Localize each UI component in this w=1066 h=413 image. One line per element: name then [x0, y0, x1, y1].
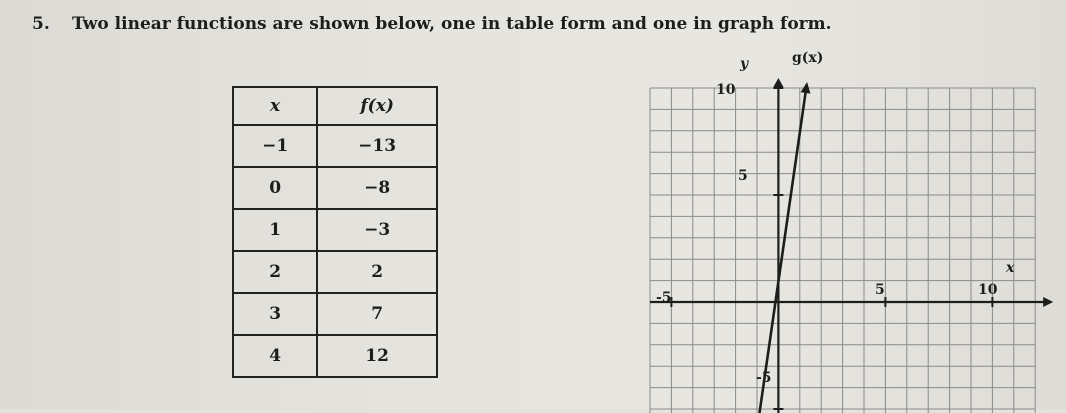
- table-cell-fx: −8: [317, 167, 437, 209]
- table-cell-x: 1: [233, 209, 317, 251]
- y-axis-label: y: [740, 56, 749, 72]
- table-cell-x: 2: [233, 251, 317, 293]
- table-row: [233, 209, 437, 251]
- table-cell-fx: −13: [317, 125, 437, 167]
- table-row: [233, 167, 437, 209]
- table-header-x: x: [233, 87, 317, 125]
- function-label: g(x): [792, 50, 824, 66]
- function-line-layer: [753, 82, 811, 413]
- function-table: [232, 86, 438, 378]
- table-cell-fx: −3: [317, 209, 437, 251]
- table-cell-fx: 12: [317, 335, 437, 377]
- table-cell-x: 4: [233, 335, 317, 377]
- tick-label-x-neg5: -5: [656, 290, 672, 306]
- grid: [650, 88, 1035, 413]
- tick-label-y-10: 10: [716, 82, 736, 98]
- graph-panel: [640, 40, 1060, 409]
- table-cell-x: 0: [233, 167, 317, 209]
- table-row: [233, 335, 437, 377]
- tick-label-y-5: 5: [738, 168, 748, 184]
- tick-label-x-5: 5: [875, 282, 885, 298]
- coordinate-graph: [640, 40, 1060, 409]
- table-row: [233, 125, 437, 167]
- table-cell-x: 3: [233, 293, 317, 335]
- table-cell-fx: 2: [317, 251, 437, 293]
- table-header-fx: f(x): [317, 87, 437, 125]
- table-cell-fx: 7: [317, 293, 437, 335]
- tick-label-x-10: 10: [978, 282, 998, 298]
- function-line-g: [757, 88, 806, 413]
- y-axis-arrow-icon: [773, 78, 783, 87]
- question-text: Two linear functions are shown below, one in table form and one in graph form.: [72, 14, 832, 34]
- question-prompt: [32, 14, 832, 34]
- table-row: [233, 251, 437, 293]
- question-number: 5.: [32, 14, 50, 34]
- table-header-row: [233, 87, 437, 125]
- table-cell-x: −1: [233, 125, 317, 167]
- table-row: [233, 293, 437, 335]
- x-axis-arrow-icon: [1043, 297, 1053, 307]
- tick-label-y-neg5: -5: [756, 370, 772, 386]
- x-axis-label: x: [1006, 260, 1015, 276]
